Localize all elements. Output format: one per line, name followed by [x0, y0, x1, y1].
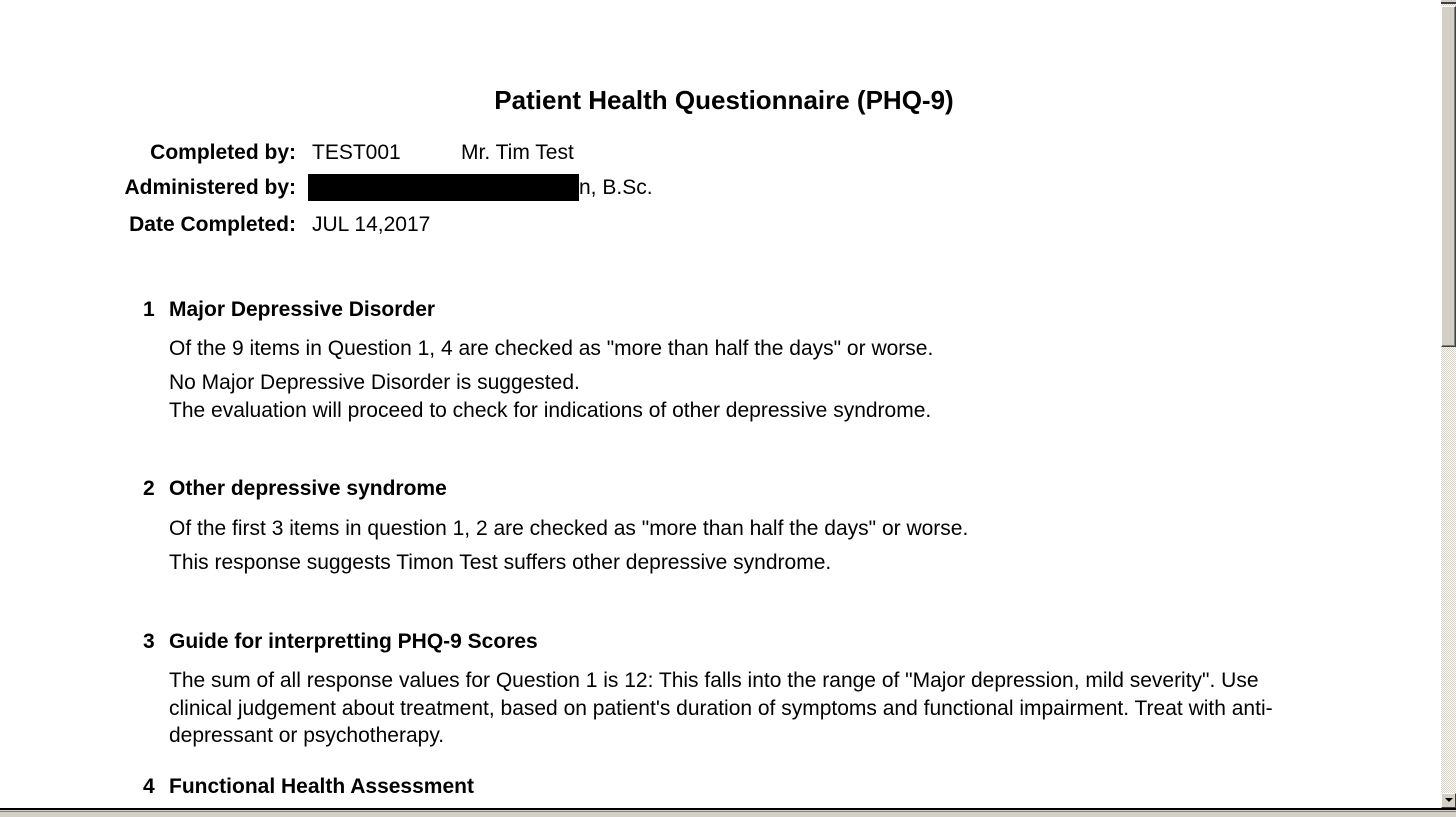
- scrollbar-thumb[interactable]: [1441, 6, 1456, 347]
- completed-by-name: Mr. Tim Test: [461, 141, 574, 164]
- section-1-paragraph: Of the 9 items in Question 1, 4 are checked as "more than half the days" or worse.: [169, 337, 934, 360]
- section-1-title: Major Depressive Disorder: [169, 298, 436, 321]
- administered-by-suffix: n, B.Sc.: [579, 176, 653, 199]
- section-4-number: 4: [143, 775, 155, 798]
- section-3-number: 3: [143, 630, 155, 653]
- scroll-up-button[interactable]: [1441, 0, 1456, 4]
- window-bottom-border: [0, 808, 1456, 817]
- completed-by-id: TEST001: [312, 141, 401, 164]
- arrow-down-icon: [1445, 798, 1453, 802]
- vertical-scrollbar[interactable]: [1441, 0, 1456, 808]
- section-2-title: Other depressive syndrome: [169, 477, 447, 500]
- section-2-paragraph: This response suggests Timon Test suffers other depressive syndrome.: [169, 551, 832, 574]
- section-2-paragraph: Of the first 3 items in question 1, 2 are checked as "more than half the days" or worse.: [169, 517, 969, 540]
- administered-by-label: Administered by:: [124, 176, 296, 199]
- section-3-title: Guide for interpretting PHQ-9 Scores: [169, 630, 538, 653]
- redacted-name-block: [308, 174, 579, 201]
- date-completed-label: Date Completed:: [129, 213, 296, 236]
- section-1-number: 1: [143, 298, 155, 321]
- section-1-paragraph: No Major Depressive Disorder is suggested.: [169, 371, 580, 394]
- section-2-number: 2: [143, 477, 155, 500]
- completed-by-label: Completed by:: [150, 141, 296, 164]
- section-1-paragraph: The evaluation will proceed to check for indications of other depressive syndrome.: [169, 399, 932, 422]
- scroll-down-button[interactable]: [1441, 793, 1456, 808]
- border-line: [0, 811, 1456, 812]
- date-completed-value: JUL 14,2017: [312, 213, 431, 236]
- section-4-title: Functional Health Assessment: [169, 775, 474, 798]
- page-title: Patient Health Questionnaire (PHQ-9): [494, 85, 954, 115]
- section-3-paragraph: The sum of all response values for Question 1 is 12: This falls into the range of "Major depression, mild severity". Use clinical judgement about treatment, based on patient's duration of symptoms and functional impairment. Treat with anti-depressant or psychotherapy.: [169, 669, 1273, 747]
